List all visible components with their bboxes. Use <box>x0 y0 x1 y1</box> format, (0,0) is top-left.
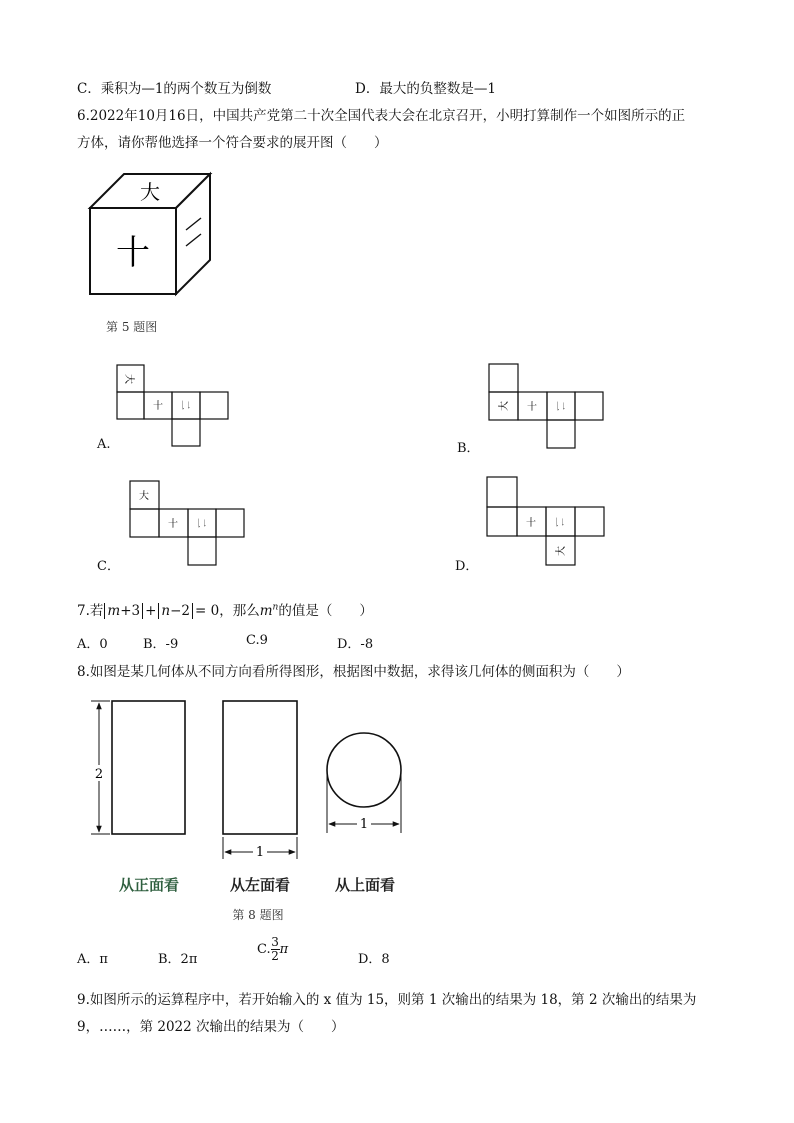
top-view-label: 从上面看 <box>334 876 396 894</box>
q7-equation-tail: = 0，那么 <box>195 603 260 619</box>
q7-abs1-var: m <box>107 603 121 619</box>
net-b-char-1: 大 <box>499 401 510 411</box>
three-views-figure <box>88 695 418 935</box>
top-view-circle <box>327 733 401 807</box>
q7-power-base: m <box>259 603 273 619</box>
net-d-label: D． <box>455 559 479 574</box>
left-width-dimension-value: 1 <box>255 845 265 860</box>
net-c-char-3: 二 <box>195 518 206 528</box>
q9-text-line2: 9，……，第 2022 次输出的结果为（ ） <box>77 1019 345 1035</box>
net-a-char-1: 大 <box>123 374 134 384</box>
q8-option-c-numerator: 3 <box>271 935 279 949</box>
net-a <box>116 364 230 448</box>
net-c <box>129 480 245 566</box>
q8-option-c-pi: π <box>279 942 289 957</box>
net-c-label: C． <box>97 559 120 574</box>
net-b <box>488 363 604 449</box>
q7-suffix: 的值是（ ） <box>278 603 373 619</box>
net-d <box>486 476 606 566</box>
net-d-char-3: 大 <box>556 546 567 556</box>
net-d-char-1: 十 <box>526 518 536 529</box>
q8-text: 8.如图是某几何体从不同方向看所得图形，根据图中数据，求得该几何体的侧面积为（ ） <box>77 664 630 680</box>
net-a-label: A. <box>97 437 111 452</box>
q7-text <box>77 599 373 619</box>
q7-power-exponent: n <box>272 602 279 613</box>
net-d-char-2: 二 <box>553 517 564 527</box>
net-a-char-2: 十 <box>153 401 163 412</box>
net-c-char-2: 十 <box>168 519 178 530</box>
q7-option-c: C.9 <box>246 633 268 648</box>
net-a-char-3: 二 <box>179 400 190 410</box>
q8-option-c-denominator: 2 <box>271 949 279 963</box>
net-c-char-1: 大 <box>139 491 149 502</box>
q8-option-c-prefix: C. <box>257 942 271 957</box>
q8-option-b: B．2π <box>158 952 198 967</box>
top-width-dimension-value: 1 <box>359 817 369 832</box>
q6-figure-caption: 第 5 题图 <box>106 320 158 334</box>
q8-option-a: A．π <box>77 952 108 967</box>
cube-front-char: 十 <box>116 233 150 273</box>
q6-text-line1: 6.2022年10月16日，中国共产党第二十次全国代表大会在北京召开，小明打算制作一个如图所示的正 <box>77 108 686 124</box>
front-view-rect <box>112 701 185 834</box>
q8-option-c-fraction <box>271 936 280 963</box>
net-b-label: B． <box>457 441 480 456</box>
cube-top-char: 大 <box>140 180 160 204</box>
q7-option-d: D．-8 <box>337 637 374 652</box>
q6-text-line2: 方体，请你帮他选择一个符合要求的展开图（ ） <box>77 135 388 151</box>
q9-text-line1: 9.如图所示的运算程序中，若开始输入的 x 值为 15，则第 1 次输出的结果为 18，第 2 次输出的结果为 <box>77 992 697 1008</box>
q7-abs2-const: −2 <box>170 603 191 619</box>
height-dimension-value: 2 <box>94 767 104 782</box>
left-view-rect <box>223 701 297 834</box>
q8-option-c <box>257 936 288 963</box>
cube-figure <box>84 168 219 303</box>
left-view-label: 从左面看 <box>229 876 291 894</box>
front-view-label: 从正面看 <box>118 876 180 894</box>
q8-option-d: D．8 <box>358 952 390 967</box>
q7-abs1-const: +3 <box>120 603 141 619</box>
q7-option-b: B．-9 <box>143 637 179 652</box>
q5-option-d: D．最大的负整数是—1 <box>355 81 496 97</box>
q8-figure-caption: 第 8 题图 <box>232 908 284 922</box>
q7-plus: + <box>145 603 157 619</box>
q7-prefix: 7.若 <box>77 603 104 619</box>
q7-option-a: A．0 <box>77 637 108 652</box>
net-b-char-3: 二 <box>554 401 565 411</box>
net-b-char-2: 十 <box>527 402 537 413</box>
q5-option-c: C．乘积为—1的两个数互为倒数 <box>77 81 272 97</box>
q7-abs2-var: n <box>161 603 171 619</box>
